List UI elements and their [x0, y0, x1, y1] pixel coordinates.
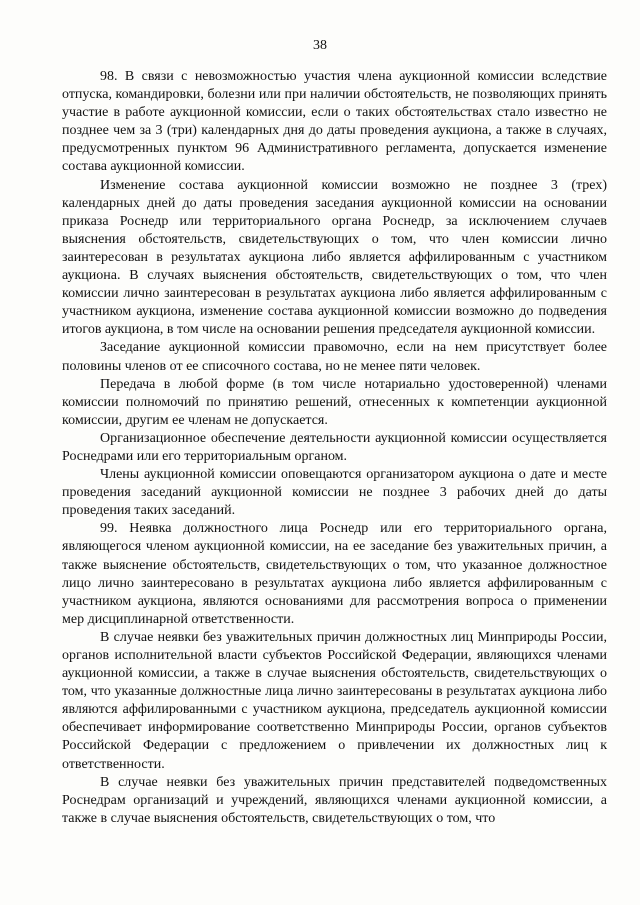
paragraph-quorum: Заседание аукционной комиссии правомочно, если на нем присутствует более половины членов от ее списочного состава, но не менее пяти человек.	[62, 340, 607, 374]
page-number: 38	[313, 38, 327, 53]
paragraph-99: 99. Неявка должностного лица Роснедр или его территориального органа, являющегося членом аукционной комиссии, на ее заседание без уважительных причин, а также выяснение обстоятельств, свидетельствующих о том, что указанное должностное лицо лично заинтересовано в результатах аукциона либо является аффилированным с участником аукциона, являются основаниями для рассмотрения вопроса о применении мер дисциплинарной ответственности.	[62, 521, 607, 627]
paragraph-ministry-absence: В случае неявки без уважительных причин должностных лиц Минприроды России, органов исполнительной власти субъектов Российской Федерации, являющихся членами аукционной комиссии, а также в случае выяснения обстоятельств, свидетельствующих о том, что указанные должностные лица лично заинтересованы в результатах аукциона либо являются аффилированными с участником аукциона, председатель аукционной комиссии обеспечивает информирование соответственно Минприроды России, органов субъектов Российской Федерации с предложением о привлечении их должностных лиц к ответственности.	[62, 629, 607, 772]
paragraph-98: 98. В связи с невозможностью участия члена аукционной комиссии вследствие отпуска, командировки, болезни или при наличии обстоятельств, не позволяющих принять участие в работе аукционной комиссии, если о таких обстоятельствах стало известно не позднее чем за 3 (три) календарных дня до даты проведения аукциона, а также в случаях, предусмотренных пунктом 96 Административного регламента, допускается изменение состава аукционной комиссии.	[62, 69, 607, 175]
paragraph-organizational-support: Организационное обеспечение деятельности аукционной комиссии осуществляется Роснедрами или его территориальным органом.	[62, 430, 607, 464]
paragraph-subordinate-absence: В случае неявки без уважительных причин представителей подведомственных Роснедрам организаций и учреждений, являющихся членами аукционной комиссии, а также в случае выяснения обстоятельств, свидетельствующих о том, что	[62, 774, 607, 826]
paragraph-composition-change: Изменение состава аукционной комиссии возможно не позднее 3 (трех) календарных дней до даты проведения заседания аукционной комиссии на основании приказа Роснедр или территориального органа Роснедр, за исключением случаев выяснения обстоятельств, свидетельствующих о том, что член комиссии лично заинтересован в результатах аукциона либо является аффилированным с участником аукциона. В случаях выяснения обстоятельств, свидетельствующих о том, что член комиссии лично заинтересован в результатах аукциона либо является аффилированным с участником аукциона, изменение состава аукционной комиссии возможно до подведения итогов аукциона, в том числе на основании решения председателя аукционной комиссии.	[62, 177, 607, 338]
paragraph-notification: Члены аукционной комиссии оповещаются организатором аукциона о дате и месте проведения заседаний аукционной комиссии не позднее 3 рабочих дней до даты проведения таких заседаний.	[62, 467, 607, 519]
document-body	[62, 68, 607, 828]
paragraph-delegation: Передача в любой форме (в том числе нотариально удостоверенной) членами комиссии полномочий по принятию решений, отнесенных к компетенции аукционной комиссии, другим ее членам не допускается.	[62, 376, 607, 428]
